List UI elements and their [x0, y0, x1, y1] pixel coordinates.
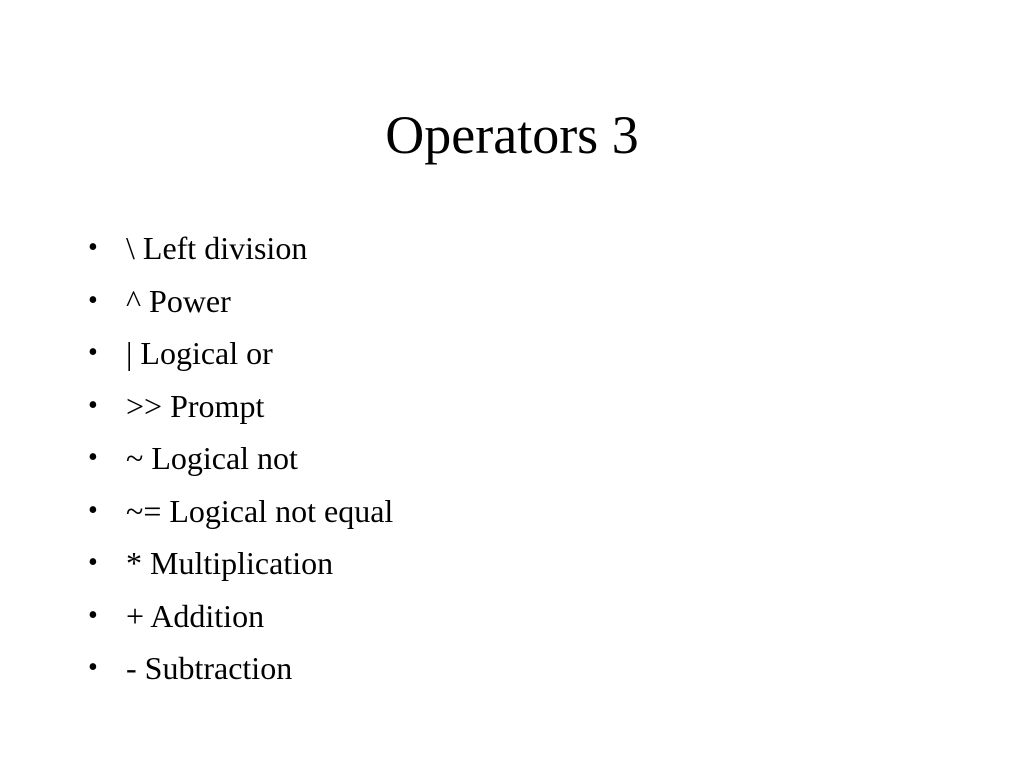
bullet-text: | Logical or: [126, 335, 273, 371]
bullet-text: ^ Power: [126, 282, 231, 319]
bullet-dot-icon: •: [88, 284, 98, 316]
bullet-text: * Multiplication: [126, 545, 334, 581]
bullet-dot-icon: •: [88, 547, 98, 578]
bullet-text: - Subtraction: [126, 650, 293, 686]
bullet-item: [88, 590, 393, 643]
bullet-dot-icon: •: [88, 494, 98, 526]
bullet-text: ~ Logical not: [126, 440, 298, 476]
bullet-item: [88, 380, 393, 433]
bullet-dot-icon: •: [88, 442, 98, 473]
bullet-item: [88, 432, 393, 485]
bullet-item: [88, 642, 393, 695]
bullet-dot-icon: •: [88, 232, 98, 263]
bullet-dot-icon: •: [88, 599, 98, 631]
bullet-list: [88, 222, 393, 695]
bullet-item: [88, 327, 393, 380]
bullet-dot-icon: •: [88, 652, 98, 683]
bullet-text: ~= Logical not equal: [126, 492, 394, 529]
slide-title: Operators 3: [385, 105, 639, 165]
bullet-dot-icon: •: [88, 389, 98, 421]
bullet-dot-icon: •: [88, 337, 98, 368]
bullet-text: + Addition: [126, 597, 265, 634]
bullet-item: [88, 222, 393, 275]
bullet-item: [88, 275, 393, 328]
bullet-item: [88, 537, 393, 590]
bullet-item: [88, 485, 393, 538]
bullet-text: \ Left division: [126, 230, 308, 266]
bullet-text: >> Prompt: [126, 387, 265, 424]
